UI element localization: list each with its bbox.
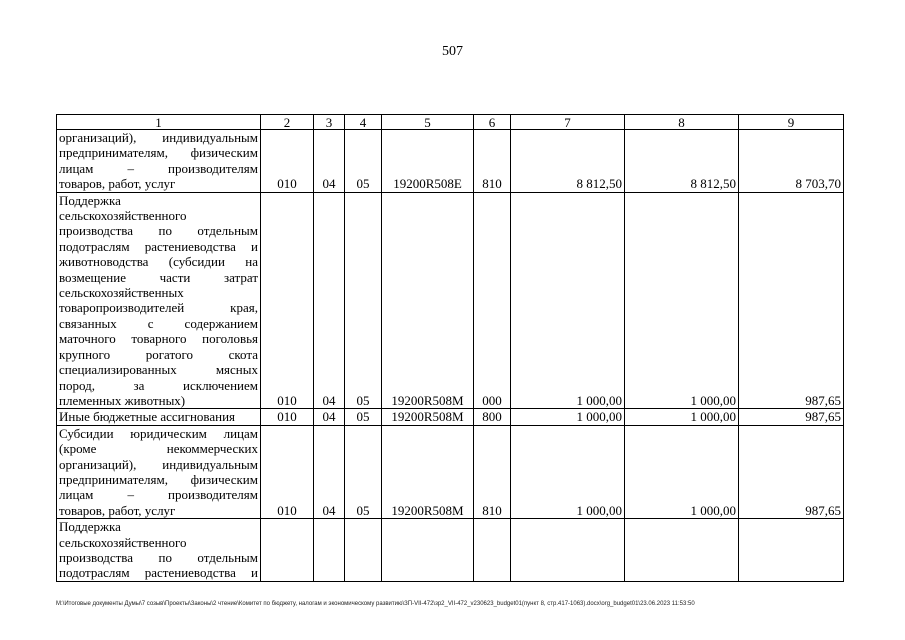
description-line: сельскохозяйственного xyxy=(59,208,187,224)
row-description xyxy=(57,425,261,518)
description-line: производства по отдельным xyxy=(59,549,258,565)
description-line: организаций), индивидуальным xyxy=(59,130,258,145)
description-line: предпринимателям, физическим xyxy=(59,471,258,487)
amount-approved: 8 812,50 xyxy=(511,130,625,193)
amount-revised xyxy=(625,519,739,582)
header-cell: 9 xyxy=(739,115,844,130)
description-line: племенных животных) xyxy=(59,392,186,408)
header-cell: 6 xyxy=(474,115,511,130)
expense-type-code: 800 xyxy=(474,409,511,425)
header-cell: 2 xyxy=(261,115,314,130)
description-line: товаров, работ, услуг xyxy=(59,176,176,192)
description-line: Субсидии юридическим лицам xyxy=(59,425,258,441)
subsection-code: 04 xyxy=(314,130,345,193)
description-line: связанных с содержанием xyxy=(59,315,258,331)
description-line: товаров, работ, услуг xyxy=(59,502,176,518)
header-cell: 8 xyxy=(625,115,739,130)
amount-approved: 1 000,00 xyxy=(511,409,625,425)
division-code: 05 xyxy=(345,409,382,425)
expense-type-code: 810 xyxy=(474,130,511,193)
amount-revised: 1 000,00 xyxy=(625,192,739,409)
subsection-code xyxy=(314,519,345,582)
table-row xyxy=(57,425,844,518)
amount-executed: 987,65 xyxy=(739,192,844,409)
expense-type-code xyxy=(474,519,511,582)
description-line: лицам – производителям xyxy=(59,487,258,503)
description-line: сельскохозяйственного xyxy=(59,534,187,550)
table-row xyxy=(57,130,844,193)
subsection-code: 04 xyxy=(314,409,345,425)
header-cell: 5 xyxy=(382,115,474,130)
amount-approved: 1 000,00 xyxy=(511,425,625,518)
description-line: пород, за исключением xyxy=(59,377,258,393)
row-description xyxy=(57,519,261,582)
section-code: 010 xyxy=(261,192,314,409)
description-line: маточного товарного поголовья xyxy=(59,331,258,347)
description-line: животноводства (субсидии на xyxy=(59,254,258,270)
description-line: подотраслям растениеводства и xyxy=(59,565,258,581)
division-code: 05 xyxy=(345,130,382,193)
subsection-code: 04 xyxy=(314,425,345,518)
description-line: крупного рогатого скота xyxy=(59,346,258,362)
description-line: организаций), индивидуальным xyxy=(59,456,258,472)
amount-executed: 987,65 xyxy=(739,425,844,518)
division-code xyxy=(345,519,382,582)
division-code: 05 xyxy=(345,425,382,518)
description-line: лицам – производителям xyxy=(59,160,258,176)
section-code: 010 xyxy=(261,409,314,425)
target-article-code: 19200R508E xyxy=(382,130,474,193)
target-article-code xyxy=(382,519,474,582)
header-cell: 7 xyxy=(511,115,625,130)
row-description xyxy=(57,409,261,425)
table-header-row xyxy=(57,115,844,130)
target-article-code: 19200R508M xyxy=(382,192,474,409)
section-code: 010 xyxy=(261,425,314,518)
description-line: специализированных мясных xyxy=(59,362,258,378)
expense-type-code: 000 xyxy=(474,192,511,409)
description-line: подотраслям растениеводства и xyxy=(59,238,258,254)
table-row xyxy=(57,409,844,425)
section-code xyxy=(261,519,314,582)
section-code: 010 xyxy=(261,130,314,193)
description-line: предпринимателям, физическим xyxy=(59,145,258,161)
description-line: (кроме некоммерческих xyxy=(59,441,258,457)
target-article-code: 19200R508M xyxy=(382,425,474,518)
expense-type-code: 810 xyxy=(474,425,511,518)
division-code: 05 xyxy=(345,192,382,409)
row-description xyxy=(57,192,261,409)
description-line: возмещение части затрат xyxy=(59,269,258,285)
file-path-footer: M:\Итоговые документы Думы\7 созыв\Проекты\Законы\2 чтение\Комитет по бюджету, налогам и экономическому развитию\ЗП-VII-472\зр2_VII-472_v230623_budget01(пункт 8, стр.417-1063).docx\org_budget01\23.06.2023 11:53:50 xyxy=(56,601,695,607)
amount-approved: 1 000,00 xyxy=(511,192,625,409)
row-description xyxy=(57,130,261,193)
description-line: Поддержка xyxy=(59,192,121,208)
budget-table xyxy=(56,114,844,582)
description-line: Поддержка xyxy=(59,519,121,535)
page-number: 507 xyxy=(442,44,463,59)
description-line: товаропроизводителей края, xyxy=(59,300,258,316)
table-row xyxy=(57,192,844,409)
amount-revised: 8 812,50 xyxy=(625,130,739,193)
amount-revised: 1 000,00 xyxy=(625,409,739,425)
header-cell: 3 xyxy=(314,115,345,130)
header-cell: 1 xyxy=(57,115,261,130)
amount-revised: 1 000,00 xyxy=(625,425,739,518)
amount-executed: 8 703,70 xyxy=(739,130,844,193)
amount-executed: 987,65 xyxy=(739,409,844,425)
target-article-code: 19200R508M xyxy=(382,409,474,425)
header-cell: 4 xyxy=(345,115,382,130)
amount-executed xyxy=(739,519,844,582)
description-line: сельскохозяйственных xyxy=(59,285,184,301)
description-line: производства по отдельным xyxy=(59,223,258,239)
subsection-code: 04 xyxy=(314,192,345,409)
amount-approved xyxy=(511,519,625,582)
description-line: Иные бюджетные ассигнования xyxy=(59,409,236,425)
table-row xyxy=(57,519,844,582)
